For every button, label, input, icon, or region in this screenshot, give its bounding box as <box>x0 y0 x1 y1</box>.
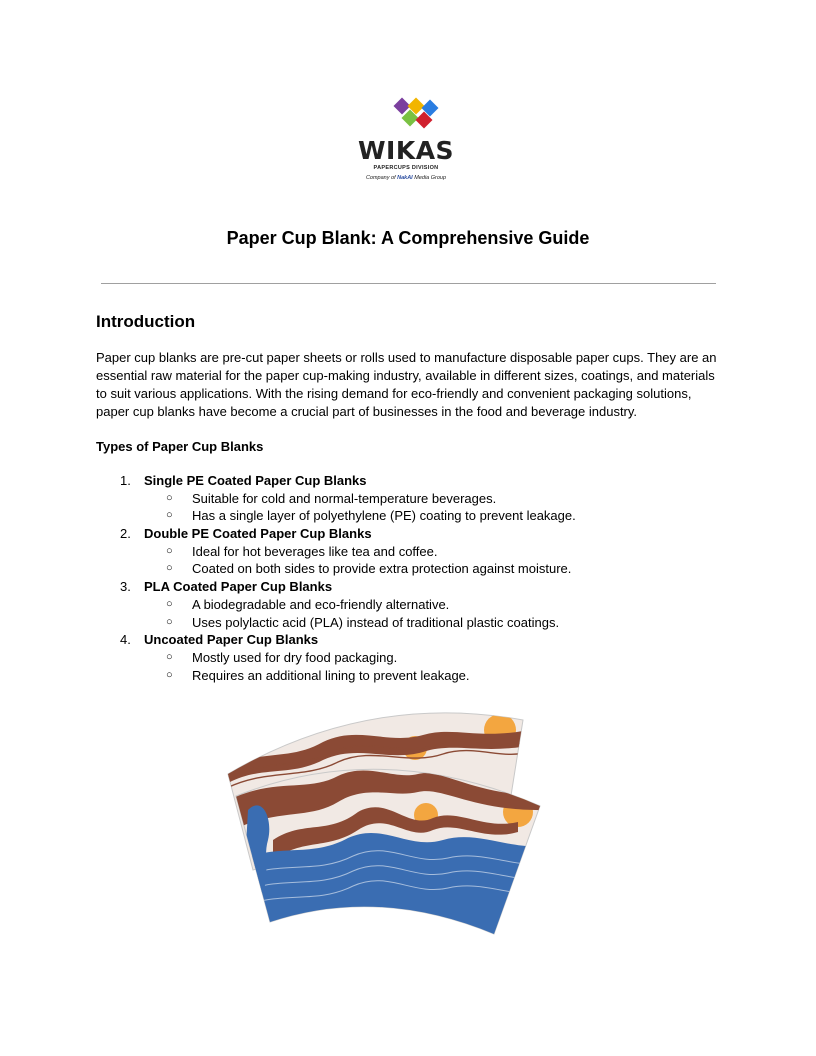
item-title: PLA Coated Paper Cup Blanks <box>144 579 333 595</box>
item-number: 3. <box>120 579 131 595</box>
hollow-bullet-icon: ○ <box>166 597 173 610</box>
sub-list-item <box>96 543 736 561</box>
hollow-bullet-icon: ○ <box>166 650 173 663</box>
horizontal-divider <box>101 283 716 284</box>
logo-company-line <box>350 175 462 181</box>
item-title: Uncoated Paper Cup Blanks <box>144 632 319 648</box>
sub-item-text: Suitable for cold and normal-temperature beverages. <box>192 490 497 506</box>
paper-cup-blanks-image <box>218 700 553 940</box>
sub-list-item <box>96 507 736 525</box>
sub-list-item <box>96 560 736 578</box>
sub-list-item <box>96 596 736 614</box>
list-item <box>96 525 736 543</box>
types-heading: Types of Paper Cup Blanks <box>96 439 264 454</box>
item-number: 4. <box>120 632 131 648</box>
logo-company-prefix: Company of <box>365 175 396 181</box>
hollow-bullet-icon: ○ <box>166 509 173 522</box>
logo-company-name: NakAI <box>397 175 413 181</box>
hollow-bullet-icon: ○ <box>166 668 173 681</box>
logo-company-suffix: Media Group <box>414 175 447 181</box>
sub-item-text: Ideal for hot beverages like tea and coffee. <box>192 543 438 559</box>
item-number: 1. <box>120 473 131 488</box>
list-item <box>96 631 736 649</box>
logo-tiles-icon <box>350 96 462 136</box>
list-item <box>96 472 736 490</box>
logo-division: PAPERCUPS DIVISION <box>373 165 439 171</box>
logo-wordmark: WIKAS <box>357 136 455 165</box>
company-logo <box>350 96 462 188</box>
front-cup-blank <box>233 769 548 940</box>
sub-item-text: Coated on both sides to provide extra protection against moisture. <box>192 561 572 577</box>
item-number: 2. <box>120 526 131 542</box>
sub-list-item <box>96 667 736 685</box>
introduction-heading: Introduction <box>96 312 196 331</box>
item-title: Double PE Coated Paper Cup Blanks <box>144 526 372 542</box>
document-title: Paper Cup Blank: A Comprehensive Guide <box>226 228 590 248</box>
sub-item-text: Requires an additional lining to prevent leakage. <box>192 667 470 683</box>
sub-item-text: A biodegradable and eco-friendly alternative. <box>192 596 450 612</box>
sub-item-text: Has a single layer of polyethylene (PE) coating to prevent leakage. <box>192 508 576 524</box>
sub-list-item <box>96 490 736 508</box>
introduction-paragraph: Paper cup blanks are pre-cut paper sheets or rolls used to manufacture disposable paper cups. They are an essential raw material for the paper cup-making industry, available in different sizes, coatings, and materials to suit various applications. With the rising demand for eco-friendly and convenient packaging solutions, paper cup blanks have become a crucial part of businesses in the food and beverage industry. <box>96 350 717 419</box>
sub-list-item <box>96 649 736 667</box>
sub-item-text: Mostly used for dry food packaging. <box>192 649 398 665</box>
item-title: Single PE Coated Paper Cup Blanks <box>144 473 367 488</box>
hollow-bullet-icon: ○ <box>166 615 173 628</box>
hollow-bullet-icon: ○ <box>166 491 173 504</box>
sub-item-text: Uses polylactic acid (PLA) instead of traditional plastic coatings. <box>192 614 560 630</box>
hollow-bullet-icon: ○ <box>166 562 173 575</box>
list-item <box>96 578 736 596</box>
types-list <box>96 472 736 684</box>
sub-list-item <box>96 614 736 632</box>
hollow-bullet-icon: ○ <box>166 544 173 557</box>
